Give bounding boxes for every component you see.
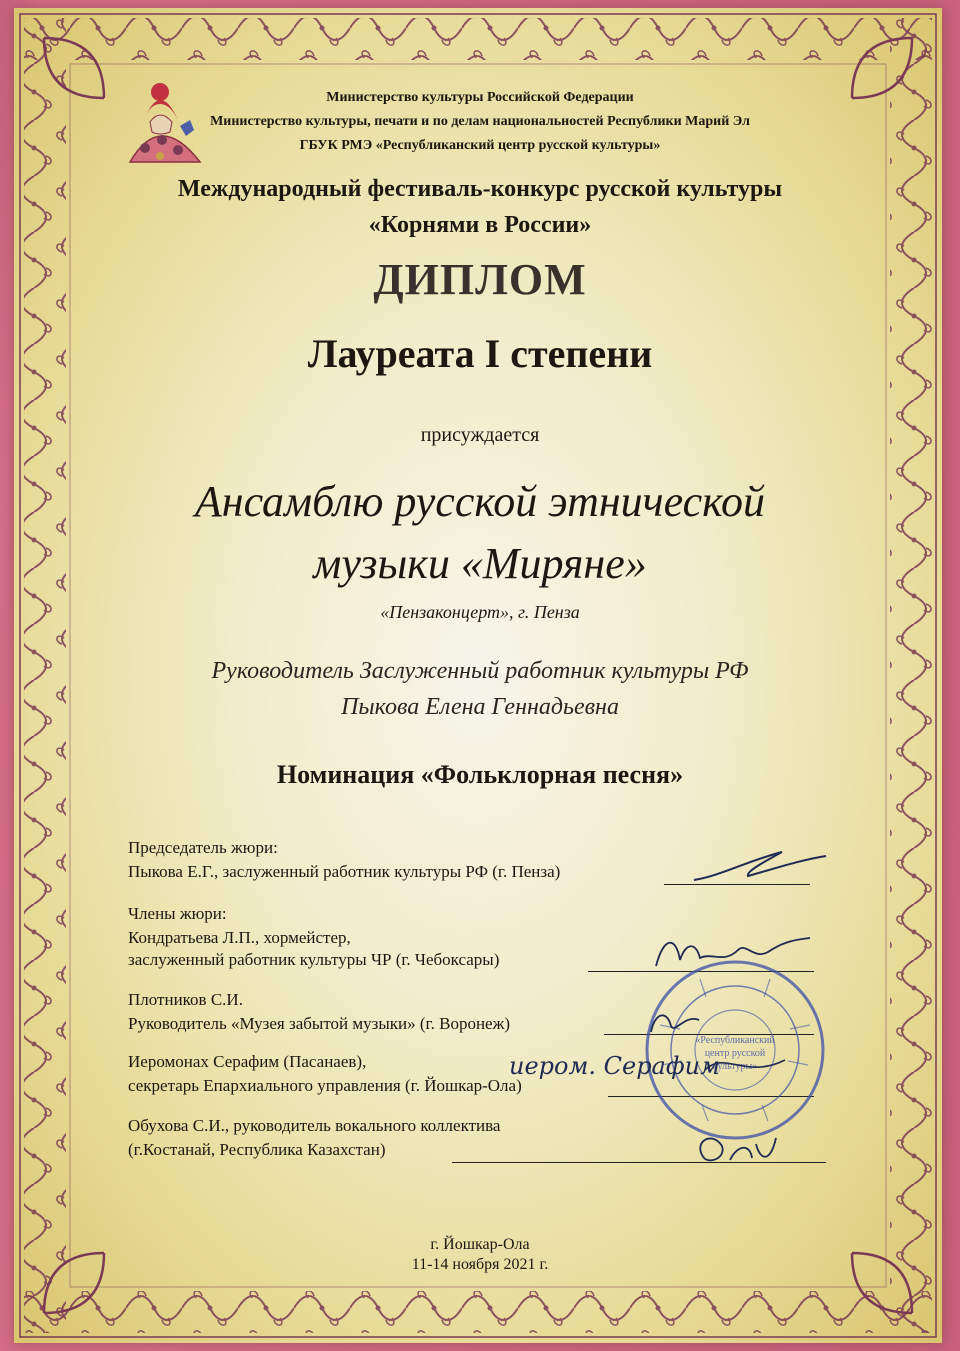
jury-member-4-line1: Обухова С.И., руководитель вокального коллектива: [128, 1116, 501, 1135]
jury-member-1-line1: Кондратьева Л.П., хормейстер,: [128, 928, 351, 947]
chair-signature: [690, 846, 830, 886]
jury-member-4-line2: (г.Костанай, Республика Казахстан): [128, 1140, 386, 1159]
member-3-signature-text: иером. Серафим: [509, 1052, 721, 1080]
svg-text:«Республиканский: «Республиканский: [695, 1035, 775, 1046]
jury-members-heading: Члены жюри:: [128, 904, 227, 923]
recipient-name-line1: Ансамблю русской этнической: [194, 477, 766, 526]
jury-member-1-line2: заслуженный работник культуры ЧР (г. Чебоксары): [128, 950, 500, 969]
footer-date: 11-14 ноября 2021 г.: [411, 1256, 549, 1273]
recipient-organization: «Пензаконцерт», г. Пенза: [380, 602, 580, 622]
svg-text:центр русской: центр русской: [704, 1048, 766, 1059]
jury-member-2-line1: Плотников С.И.: [128, 990, 243, 1009]
member-2-signature: [645, 1004, 705, 1040]
member-1-signature: [650, 930, 820, 974]
jury-member-2-line2: Руководитель «Музея забытой музыки» (г. Воронеж): [128, 1014, 510, 1033]
member-3-signature: [505, 1040, 795, 1090]
organizer-ministry-rf: Министерство культуры Российской Федерации: [326, 90, 634, 105]
recipient-name-line2: музыки «Миряне»: [313, 539, 647, 588]
diploma-title: ДИПЛОМ: [373, 255, 587, 304]
leader-name: Пыкова Елена Геннадьевна: [341, 694, 619, 720]
leader-title: Руководитель Заслуженный работник культуры РФ: [211, 658, 749, 684]
festival-name: Международный фестиваль-конкурс русской культуры: [177, 176, 783, 202]
organizer-center: ГБУК РМЭ «Республиканский центр русской культуры»: [299, 138, 661, 153]
jury-chair: Пыкова Е.Г., заслуженный работник культуры РФ (г. Пенза): [128, 862, 561, 881]
member-4-signature: [690, 1124, 780, 1174]
jury-member-3-line2: секретарь Епархиального управления (г. Йошкар-Ола): [128, 1076, 522, 1095]
jury-chair-heading: Председатель жюри:: [128, 838, 278, 857]
laureate-degree: Лауреата I степени: [307, 331, 653, 376]
festival-subtitle: «Корнями в России»: [368, 212, 592, 238]
svg-text:культуры»: культуры»: [712, 1061, 758, 1072]
awarded-label: присуждается: [420, 424, 540, 446]
jury-member-3-line1: Иеромонах Серафим (Пасанаев),: [128, 1052, 367, 1071]
footer-city: г. Йошкар-Ола: [430, 1236, 530, 1253]
organizer-ministry-mari-el: Министерство культуры, печати и по делам национальностей Республики Марий Эл: [210, 114, 750, 129]
nomination: Номинация «Фольклорная песня»: [276, 760, 684, 789]
